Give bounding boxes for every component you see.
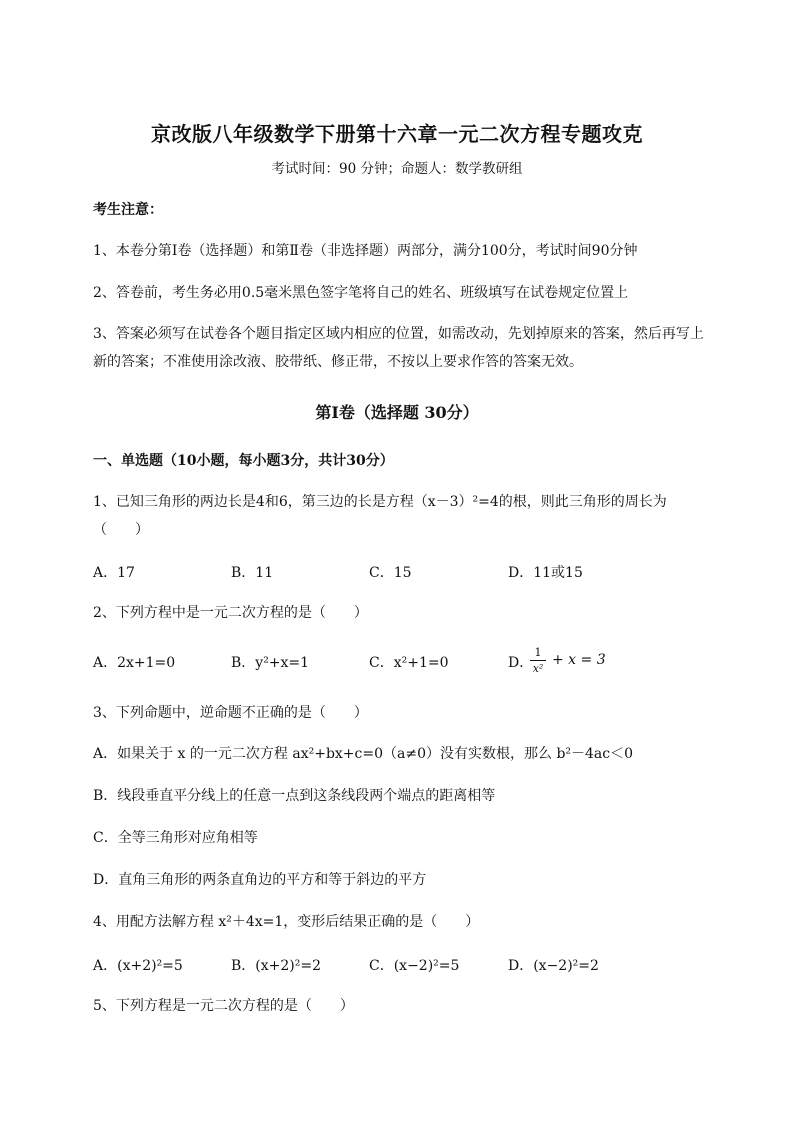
q4-option-d: D．(x−2)²=2	[508, 958, 599, 974]
fraction-bar	[530, 660, 546, 661]
volume-title: 第Ⅰ卷（选择题 30分）	[315, 403, 479, 422]
q1-option-d: D．11或15	[508, 565, 583, 581]
notice-item-3: 3、答案必须写在试卷各个题目指定区域内相应的位置，如需改动，先划掉原来的答案，然后再写上新的答案；不准使用涂改液、胶带纸、修正带，不按以上要求作答的答案无效。	[93, 326, 704, 370]
q2-option-d: D．	[508, 655, 534, 671]
q2-option-b: B．y²+x=1	[231, 655, 310, 671]
question-2-stem: 2、下列方程中是一元二次方程的是（ ）	[93, 605, 368, 621]
q2-option-c: C．x²+1=0	[369, 655, 449, 671]
q3-option-a: A．如果关于 x 的一元二次方程 ax²+bx+c=0（a≠0）没有实数根，那么 b²－4ac＜0	[93, 746, 634, 762]
page-title: 京改版八年级数学下册第十六章一元二次方程专题攻克	[151, 122, 643, 146]
question-3-stem: 3、下列命题中，逆命题不正确的是（ ）	[93, 705, 368, 721]
notice-heading: 考生注意：	[93, 202, 163, 218]
question-4-stem: 4、用配方法解方程 x²＋4x=1，变形后结果正确的是（ ）	[93, 914, 480, 930]
q4-option-c: C．(x−2)²=5	[369, 958, 460, 974]
question-1-stem: 1、已知三角形的两边长是4和6，第三边的长是方程（x－3）²=4的根，则此三角形的周长为（ ）	[93, 494, 667, 538]
q4-option-b: B．(x+2)²=2	[231, 958, 321, 974]
section-heading: 一、单选题（10小题，每小题3分，共计30分）	[93, 453, 394, 469]
notice-item-2: 2、答卷前，考生务必用0.5毫米黑色签字笔将自己的姓名、班级填写在试卷规定位置上	[93, 285, 629, 301]
fraction-denominator: x²	[532, 662, 544, 675]
q1-option-c: C．15	[369, 565, 412, 581]
fraction-numerator: 1	[534, 646, 542, 659]
q2-option-d-fraction	[530, 646, 546, 675]
q2-option-a: A．2x+1=0	[93, 655, 176, 671]
q3-option-d: D．直角三角形的两条直角边的平方和等于斜边的平方	[93, 872, 427, 888]
q3-option-c: C．全等三角形对应角相等	[93, 830, 258, 846]
q3-option-b: B．线段垂直平分线上的任意一点到这条线段两个端点的距离相等	[93, 788, 496, 804]
q4-option-a: A．(x+2)²=5	[93, 958, 183, 974]
notice-item-1: 1、本卷分第Ⅰ卷（选择题）和第Ⅱ卷（非选择题）两部分，满分100分，考试时间90分钟	[93, 243, 638, 259]
q2-option-d-rest: + x = 3	[552, 652, 606, 668]
q1-option-b: B．11	[231, 565, 274, 581]
q1-option-a: A．17	[93, 565, 135, 581]
exam-info: 考试时间：90 分钟；命题人：数学教研组	[271, 161, 523, 177]
question-5-stem: 5、下列方程是一元二次方程的是（ ）	[93, 998, 354, 1014]
